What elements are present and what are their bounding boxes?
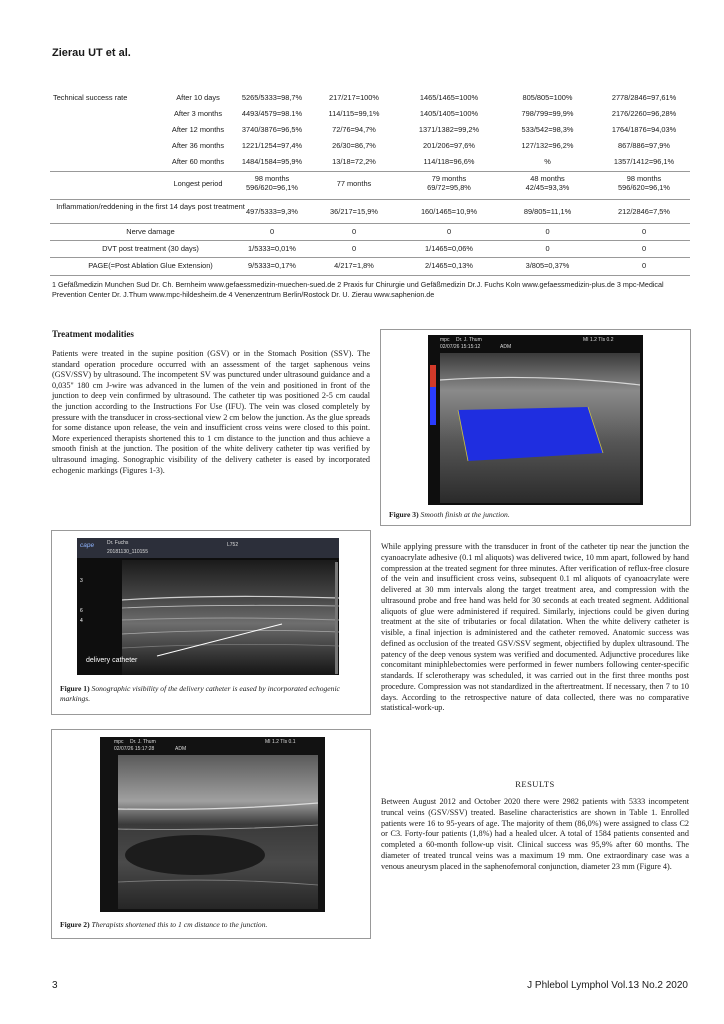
- table-cell: 4493/4579=98.1%: [241, 109, 303, 118]
- figure-1-caption: [60, 684, 362, 704]
- section-title: Treatment modalities: [52, 329, 134, 339]
- table-cell: 1405/1405=100%: [419, 109, 479, 118]
- us2-mode: ADM: [175, 746, 187, 752]
- figure-3: [380, 329, 691, 526]
- table-cell: 48 months 42/45=93,3%: [525, 174, 570, 192]
- table-row: [50, 226, 690, 238]
- table-cell: 2176/2260=96,28%: [611, 109, 677, 118]
- table-footnote: 1 Gefäßmedizin Munchen Sud Dr. Ch. Bernheim www.gefaessmedizin-muechen-sued.de 2 Praxis fur Chirurgie und Gefäßmedizin Dr.J. Fuchs Koln www.gefaessmedizin-plus.de 3 mpc-Medical Prevention Center Dr. J.Thum www.mpc-hildesheim.de 4 Venenzentrum Berlin/Rostock Dr. U. Zierau www.saphenion.de: [52, 280, 664, 299]
- table-cell: 0: [641, 244, 647, 253]
- us3-clinic: mpc: [440, 337, 450, 343]
- figure-1-ultrasound: [77, 538, 339, 675]
- table-cell: 1221/1254=97,4%: [241, 141, 303, 150]
- paragraph-treatment: Patients were treated in the supine position (GSV) or in the Stomach Position (SSV). The standard operation procedure occurred with an assessment of the target saphenous veins (GSV/SSV) by ultrasound. The incompetent SV was punctured under ultrasound guidance and a 0,035" 180 cm J-wire was advanced in the lumen of the vein and positioned in front of the junction to deep vein confirmed by ultrasound. The catheter tip was positioned 2-5 cm caudal the junction according to the Instructions For Use (IFU). The vein was closed completely by pressure with the transducer in cross-sectional view 2 cm below the junction. As the glue spreads for some distance upon release, the vein and insufficient cross veins were closed to this point. More experienced therapists shortened this to 1 cm distance to the junction and thus achieve a smooth finish at the junction. The position of the white delivery catheter tip was verified by ultrasound imaging. Sonographic visibility of the delivery catheter is eased by incorporated echogenic markings (Figures 1-3).: [52, 349, 370, 475]
- table-cell: 0: [351, 244, 357, 253]
- table-row: [50, 156, 690, 168]
- table-cell: 1371/1382=99,2%: [418, 125, 480, 134]
- page-number: 3: [52, 980, 58, 991]
- figure-2-image: [100, 737, 325, 912]
- figure-3-image: [428, 335, 643, 505]
- doppler-flow-region: [458, 407, 603, 461]
- figure-1-label: Figure 1): [60, 684, 90, 693]
- row-label: Nerve damage: [126, 227, 175, 236]
- figure-2-label: Figure 2): [60, 920, 90, 929]
- table-divider: [50, 275, 690, 276]
- table-cell: 0: [545, 227, 550, 236]
- row-sublabel: After 3 months: [173, 109, 223, 118]
- row-sublabel: Longest period: [173, 179, 223, 188]
- table-cell: 9/5333=0,17%: [248, 261, 296, 270]
- figure-3-caption: [389, 510, 684, 520]
- table-cell: 0: [446, 227, 452, 236]
- table-cell: 26/30=86,7%: [332, 141, 376, 150]
- table-cell: 1465/1465=100%: [419, 93, 479, 102]
- table-cell: 212/2846=7,5%: [618, 207, 670, 216]
- us-id: 20181130_110155: [107, 549, 148, 555]
- table-divider: [50, 240, 690, 241]
- table-cell: 1484/1584=95,9%: [241, 157, 303, 166]
- table-row: [50, 108, 690, 120]
- us-doctor: Dr. Fuchs: [107, 540, 129, 546]
- table-cell: 72/76=94,7%: [332, 125, 376, 134]
- paragraph-results: Between August 2012 and October 2020 there were 2982 patients with 5333 incompetent truncal veins (GSV/SSV) treated. Baseline characteristics are shown in Table 1. Enrolled patients were 16 to 95-years of age. The majority of them (86,0%) were assigned to class C2 or C3. Forty-four patients (1,8%) had a healed ulcer. A total of 1584 patients consented and completed a 60-month follow-up visit. Clinical success was 95,9% after 60 months. The diameter of treated truncal veins was a maximum 19 mm. One extraordinary case was a venous aneurysm placed in the saphenofemoral conjunction, diameter 23 mm (Figure 4).: [381, 797, 689, 871]
- us-depth-2: 6: [80, 608, 83, 614]
- figure-1-image: [77, 538, 339, 675]
- us2-clinic: mpc: [114, 739, 124, 745]
- us3-date: 02/07/26 15:15:12: [440, 344, 481, 350]
- us2-doctor: Dr. J. Thum: [130, 739, 156, 745]
- figure-2-caption: [60, 920, 362, 930]
- table-cell: 3/805=0,37%: [525, 261, 570, 270]
- figure-1: [51, 530, 371, 715]
- figure-3-label: Figure 3): [389, 510, 419, 519]
- us-annotation: delivery catheter: [86, 657, 138, 664]
- row-sublabel: After 12 months: [171, 125, 225, 134]
- table-divider: [50, 199, 690, 200]
- table-cell: 0: [351, 227, 357, 236]
- row-sublabel: After 60 months: [171, 157, 225, 166]
- table-cell: 160/1465=10,9%: [420, 207, 478, 216]
- table-cell: 114/115=99,1%: [328, 109, 380, 118]
- figure-3-ultrasound: [428, 335, 643, 505]
- table-cell: 1764/1876=94,03%: [611, 125, 677, 134]
- table-cell: 13/18=72,2%: [332, 157, 376, 166]
- table-cell: 77 months: [336, 179, 372, 188]
- us-depth-1: 3: [80, 578, 83, 584]
- us-brand: cape: [80, 542, 95, 549]
- row-label: DVT post treatment (30 days): [102, 244, 199, 253]
- figure-2-caption-text: Therapists shortened this to 1 cm distance to the junction.: [91, 920, 268, 929]
- table-divider: [50, 171, 690, 172]
- table-row: [50, 92, 690, 104]
- table-cell: 0: [641, 227, 647, 236]
- row-sublabel: After 36 months: [171, 141, 225, 150]
- table-cell: 79 months 69/72=95,8%: [427, 174, 471, 192]
- table-row: [50, 202, 690, 222]
- figure-2-ultrasound: [100, 737, 325, 912]
- row-label: PAGE(=Post Ablation Glue Extension): [88, 261, 213, 270]
- table-cell: 98 months 596/620=96,1%: [618, 174, 670, 192]
- us3-info: MI 1.2 TIs 0.2: [583, 337, 614, 343]
- table-cell: 867/886=97,9%: [618, 141, 670, 150]
- figure-3-caption-text: Smooth finish at the junction.: [420, 510, 510, 519]
- figure-2: [51, 729, 371, 939]
- table-cell: 0: [545, 244, 550, 253]
- running-head: Zierau UT et al.: [52, 47, 131, 59]
- table-cell: 798/799=99,9%: [521, 109, 574, 118]
- table-row: [50, 124, 690, 136]
- table-cell: 3740/3876=96,5%: [241, 125, 303, 134]
- table-cell: 1357/1412=96,1%: [613, 157, 675, 166]
- row-sublabel: After 10 days: [176, 93, 220, 102]
- figure-1-caption-text: Sonographic visibility of the delivery catheter is eased by incorporated echogenic markings.: [60, 684, 340, 703]
- table-cell: 2/1465=0,13%: [425, 261, 473, 270]
- table-cell: 2778/2846=97,61%: [611, 93, 677, 102]
- row-label: Inflammation/reddening in the first 14 days post treatment: [56, 202, 245, 211]
- journal-info: J Phlebol Lymphol Vol.13 No.2 2020: [527, 980, 688, 991]
- table-cell: %: [544, 157, 551, 166]
- us3-doctor: Dr. J. Thum: [456, 337, 482, 343]
- results-heading: RESULTS: [515, 779, 555, 789]
- table-cell: 1/1465=0,06%: [425, 244, 473, 253]
- table-cell: 127/132=96,2%: [521, 141, 574, 150]
- table-cell: 497/5333=9,3%: [246, 207, 298, 216]
- table-cell: 0: [269, 227, 275, 236]
- table-cell: 5265/5333=98,7%: [241, 93, 303, 102]
- table-cell: 217/217=100%: [329, 93, 379, 102]
- us-depth-3: 4: [80, 618, 83, 624]
- us2-info: MI 1.2 TIs 0.1: [265, 739, 296, 745]
- table-row: [50, 260, 690, 272]
- table-cell: 89/805=11,1%: [523, 207, 572, 216]
- table-row: [50, 243, 690, 255]
- table-cell: 4/217=1,8%: [334, 261, 374, 270]
- paragraph-procedure: While applying pressure with the transducer in front of the catheter tip near the junction the cyanoacrylate adhesive (0.1 ml aliquots) was delivered twice, 10 mm apart, followed by hand compression at the treated segment for three minutes. After verification of reflux-free closure of the vein and insufficient cross veins, subsequent 0.1 ml aliquots of cyanoacrylate were delivered at 30 mm intervals along the target treatment area, and compression with the ultrasound probe and free hand was held for 30 seconds at each treated segment. Additional aliquots of glue were administered if required. Similarly, injections could be given during treatment at the site of tributaries or focal dilatation. When the white delivery catheter is visible, a final injection is administered and the catheter removed. Anatomic success was defined as occlusion of the treated GSV/SSV segment, objectified by duplex ultrasound. The patency of the deep venous system was verified and documented. Adjunctive procedures like concomitant miniphlebectomies were performed in fewer numbers following center-specific standards. If sclerotherapy was scheduled, it was carried out in the first three months post procedure. Compression was not standardized in the aftertreatment. If necessary, then 7 to 10 days. According to the retrospective nature of data collected, there was no comparative statistical-work-up.: [381, 542, 689, 713]
- table-row: [50, 140, 690, 152]
- table-row: [50, 174, 690, 194]
- table-cell: 1/5333=0,01%: [248, 244, 296, 253]
- us3-mode: ADM: [500, 344, 512, 350]
- table-divider: [50, 223, 690, 224]
- table-cell: 805/805=100%: [522, 93, 573, 102]
- row-label: Technical success rate: [53, 93, 128, 102]
- table-cell: 114/118=96,6%: [423, 157, 475, 166]
- us2-date: 02/07/26 15:17:28: [114, 746, 155, 752]
- table-cell: 533/542=98,3%: [521, 125, 574, 134]
- table-cell: 98 months 596/620=96,1%: [246, 174, 298, 192]
- table-cell: 36/217=15,9%: [330, 207, 378, 216]
- table-cell: 0: [641, 261, 647, 270]
- table-cell: 201/206=97,6%: [423, 141, 475, 150]
- us-probe: L752: [227, 542, 239, 548]
- table-divider: [50, 257, 690, 258]
